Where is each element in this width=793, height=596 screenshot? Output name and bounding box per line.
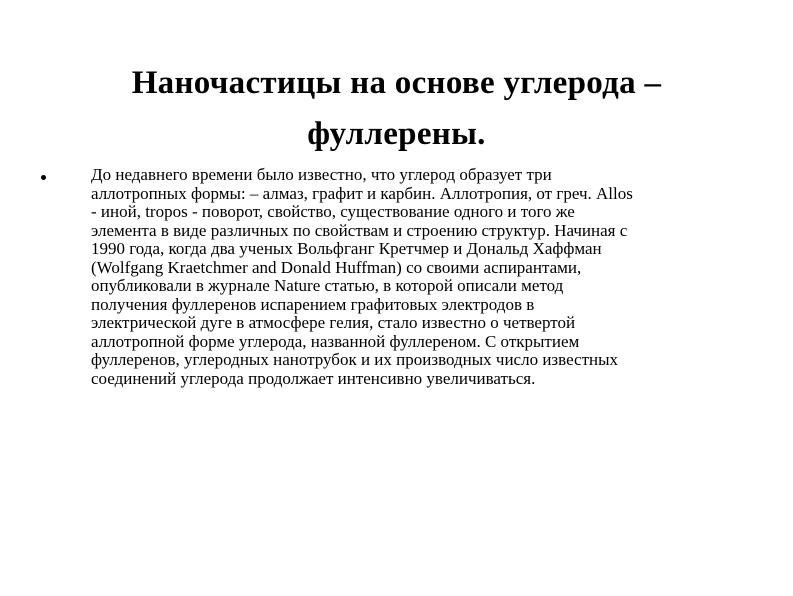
bullet-list [36,166,736,388]
title-line-2: фуллерены. [307,116,486,152]
page-title [60,58,733,160]
title-line-1: Наночастицы на основе углерода – [131,65,662,101]
bullet-dot-icon [41,175,46,180]
list-item [36,166,736,388]
bullet-text: До недавнего времени было известно, что углерод образует три аллотропных формы: – алмаз, графит и карбин. Аллотропия, от греч. Allos - иной, tropos - поворот, свойство, существование одного и того же элемента в виде различных по свойствам и строению структур. Начиная с 1990 года, когда два ученых Вольфганг Кретчмер и Дональд Хаффман (Wolfgang Kraetchmer and Donald Huffman) со своими аспирантами, опубликовали в журнале Nature статью, в которой описали метод получения фуллеренов испарением графитовых электродов в электрической дуге в атмосфере гелия, стало известно о четвертой аллотропной форме углерода, названной фуллереном. С открытием фуллеренов, углеродных нанотрубок и их производных число известных соединений углерода продолжает интенсивно увеличиваться. [91,165,633,388]
